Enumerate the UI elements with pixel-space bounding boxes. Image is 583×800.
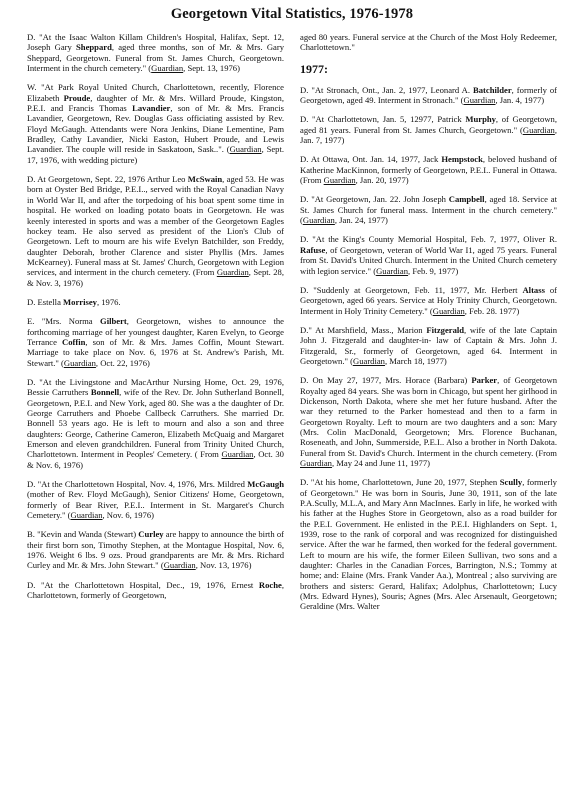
entry-text: , Sept. 28, & Nov. 3, 1976) — [27, 267, 284, 288]
vital-record-entry — [27, 580, 284, 601]
source-name: Guardian — [432, 305, 465, 316]
surname: Curley — [138, 529, 164, 540]
vital-record-entry — [27, 82, 284, 165]
vital-record-entry — [300, 154, 557, 185]
entry-text: , Sept. 13, 1976) — [183, 63, 240, 74]
entry-text: , Jan. 7, 1977) — [300, 124, 557, 146]
source-name: Guardian — [353, 355, 385, 366]
source-name: Guardian — [63, 357, 96, 368]
entry-text: , 1976. — [96, 296, 121, 307]
surname: Scully — [499, 477, 523, 488]
columns — [27, 32, 557, 621]
source-name: Guardian — [376, 265, 409, 276]
source-name: Guardian — [522, 124, 555, 135]
entry-text: D. "Suddenly at Georgetown, Feb. 11, 1977, Mr. Herbert — [300, 284, 523, 295]
source-name: Guardian — [323, 175, 356, 186]
entry-text: , formerly of Georgetown, aged 49. Interment in Stronach." ( — [300, 84, 557, 106]
right-column — [300, 32, 557, 621]
entry-text: , March 18, 1977) — [384, 355, 447, 366]
entry-text: , Feb. 28. 1977) — [464, 305, 520, 316]
source-name: Guardian — [302, 215, 335, 226]
surname: Morrisey — [63, 296, 97, 307]
entry-text: , Jan. 20, 1977) — [355, 175, 409, 186]
surname: Bonnell — [90, 387, 120, 398]
entry-text: , son of Mr. & Mrs. Francis Lavandier, Georgetown, Rev. Douglas Gass officiating assisted by Rev. Floyd McGaugh. Attendants were Nora Jenkins, Diane Lementine, Pam Bradley, Cathy Lavandier, Nicki Easton, Hubert Proude, and Lewis Lavandier. The couple will reside in Saskatoon, Sask..". ( — [27, 103, 285, 155]
year-heading: 1977: — [300, 61, 328, 76]
entry-text: B. "Kevin and Wanda (Stewart) — [27, 529, 139, 540]
surname: Roche — [258, 579, 282, 590]
vital-record-entry — [300, 114, 557, 145]
vital-record-entry — [27, 174, 284, 288]
entry-text: D. "At his home, Charlottetown, June 20, 1977, Stephen — [300, 477, 500, 488]
source-name: Guardian — [229, 144, 262, 155]
vital-record-entry — [27, 316, 284, 368]
entry-text: , aged 53. He was born at Oyster Bed Bridge, P.E.I.., served with the Royal Canadian Navy in World War II, and after the torpedoing of his boat spent some time in hospital. He worked on loading potato boats in Georgetown. He was keenly interested in sports and was a member of the Georgetown Eagles hockey team. He also served as president of the Lion's Club of Georgetown. Left to mourn are his wife Evelyn Batchilder, son Freddy, daughter Deborah, brother Clarence and sister Phyllis (Mrs. James McKearney). Funeral mass at St. James' Church, Georgetown with Legion services, and interment in the church cemetery. (From — [27, 174, 284, 278]
source-name: Guardian — [216, 267, 249, 278]
entry-text: , daughter of Mr. & Mrs. Willard Proude, Kingston, P.E.I. and Francis Thomas — [27, 92, 284, 114]
entry-text: D. At Georgetown, Sept. 22, 1976 Arthur Leo — [27, 174, 188, 185]
source-name: Guardian — [463, 95, 496, 106]
vital-record-entry — [27, 529, 284, 570]
entry-text: D. "At the King's County Memorial Hospital, Feb. 7, 1977, Oliver R. — [300, 234, 557, 245]
entry-text: , beloved husband of Katherine MacKinnon, formerly of Georgetown, P.E.I.. Funeral in Ottawa. (From — [300, 154, 557, 186]
entry-text: , Nov. 6, 1976) — [102, 510, 154, 521]
surname: Gilbert — [100, 316, 127, 327]
entry-text: , of Georgetown, veteran of World War I1, aged 75 years. Funeral from St. David's United Church. Interment in the United Church cemetery with legion service." ( — [300, 244, 557, 276]
surname: Fitzgerald — [426, 324, 465, 335]
entry-text: D. On May 27, 1977, Mrs. Horace (Barbara) — [300, 375, 472, 386]
entry-text: D. Estella — [27, 296, 64, 307]
surname: McSwain — [187, 174, 223, 185]
vital-record-entry — [27, 32, 284, 73]
entry-text: D. "At Stronach, Ont., Jan. 2, 1977, Leonard A. — [300, 84, 473, 95]
entry-text: of Georgetown, aged 66 years. Service at Holy Trinity Church, Georgetown. Interment in Holy Trinity Cemetery." ( — [300, 284, 557, 316]
entry-text: , wife of the late Captain John J. Fitzgerald and daughter-in- law of Captain & Mrs. John J. Fitzgerald, Sr., formerly of Georgetown, aged 64. Interment in Georgetown." ( — [300, 324, 557, 366]
surname: Lavandier — [132, 103, 171, 114]
vital-record-entry — [300, 477, 557, 611]
surname: McGaugh — [247, 479, 284, 490]
entry-text: , Georgetown, wishes to announce the forthcoming marriage of her youngest daughter, Karen Evelyn, to George Terrance — [27, 316, 284, 347]
vital-record-entry — [27, 297, 284, 307]
vital-record-entry — [300, 375, 557, 468]
entry-text: , of Georgetown Royalty aged 84 years. She was born in Chicago, but spent her girlhood in Dickenson, North Dakota, where she met her future husband. After the war they returned to the Parker homestead and then to a farm in Georgetown Royalty. Left to mourn are two daughters and a son: Mary (Mrs. Colin MacDonald, Georgetown; Mrs. Florence Buchanan, Roseneath, and John, Summerside, P.E.I.. Also a brother in North Dakota. Funeral from St. David's Church. Interment in the church cemetery. (From — [300, 375, 557, 458]
left-column — [27, 32, 284, 621]
entry-text: , formerly of Georgetown." He was born in Souris, June 30, 1911, son of the late P.A.Scully, M.L.A, and Mary Ann MacInnes. Early in life, he worked with his father at the Hughes Store in Georgetown, also as a road builder for the P.E.I. Government. He enlisted in the P.E.I. Highlanders on Sept. 1, 1939, rose to the rank of corporal and was recognized for distinguished service. After the war he farmed, then worked for the federal government. Left to mourn are his wife, the former Eileen Sullivan, two sons and a daughter: Charles in the Canadian Forces, Barrington, N.S.; Tommy at home; and: Elaine (Mrs. Frank Vander Aa.), Montreal ; also surviving are brothers and sisters: Gerard, Halifax; Adolphus, Charlottetown; Lucy (Mrs. Edward Hynes), Souris; Agnes (Mrs. Alec Arsenault, Georgetown; Geraldine (Mrs. Walter — [300, 477, 557, 612]
entry-text: are happy to announce the birth of their first born son, Timothy Stephen, at the Montague Hospital, Nov. 6, 1976. Weight 6 lbs. 9 ozs. Proud grandparents are Mr. & Mrs. Richard Curley and Mr. & Mrs. John Stewart." ( — [27, 529, 284, 571]
entry-text: , Oct. 30 & Nov. 6, 1976) — [27, 449, 284, 470]
vital-record-entry — [300, 234, 557, 275]
surname: Batchilder — [473, 84, 512, 95]
entry-text: aged 80 years. Funeral service at the Church of the Most Holy Redeemer, Charlottetown." — [300, 32, 557, 53]
vital-record-entry — [300, 85, 557, 106]
vital-record-entry — [27, 479, 284, 520]
entry-text: D. "At the Livingstone and MacArthur Nursing Home, Oct. 29, 1976, Bessie Carruthers — [27, 376, 284, 398]
entry-text: , son of Mr. & Mrs. James Coffin, Mount Stewart. Marriage to take place on Nov. 6, 1976 at St. Andrew's Parish, Mt. Stewart." ( — [27, 336, 284, 368]
entry-text: , Charlottetown, formerly of Georgetown, — [27, 579, 284, 601]
entry-text: D. "At the Charlottetown Hospital, Dec., 19, 1976, Ernest — [27, 579, 259, 590]
entry-text: , Jan. 4, 1977) — [495, 95, 545, 106]
entry-text: , wife of the Rev. Dr. John Sutherland Bonnell, Georgetown, P.E.I. and New York, aged 80. She was a the daughter of Dr. George Carruthers and Phoebe Callbeck Carruthers. She married Dr. Bonnell 53 years ago. He is left to mourn and also a son and three daughters: George, Catherine Cameron, Elizabeth McQuaig and Margaret Emerson and eleven grandchildren. Funeral from Trinity United Church, Charlottetown. Interment in Peoples' Cemetery. ( From — [27, 387, 284, 460]
entry-text: , Sept. 17, 1976, with wedding picture) — [27, 144, 284, 165]
entry-text: , Nov. 13, 1976) — [195, 560, 252, 571]
entry-text: D. At Ottawa, Ont. Jan. 14, 1977, Jack — [300, 154, 442, 165]
surname: Campbell — [448, 194, 485, 205]
entry-text: , Oct. 22, 1976) — [95, 357, 150, 368]
entry-text: D." At Marshfield, Mass., Marion — [300, 324, 427, 335]
surname: Murphy — [465, 114, 496, 125]
surname: Hempstock — [441, 154, 483, 165]
entry-text: D. "At the Charlottetown Hospital, Nov. 4, 1976, Mrs. Mildred — [27, 479, 248, 490]
entry-text: , Jan. 24, 1977) — [334, 215, 388, 226]
surname: Coffin — [62, 336, 86, 347]
source-name: Guardian — [163, 560, 196, 571]
entry-text: D. "At Georgetown, Jan. 22. John Joseph — [300, 194, 449, 205]
entry-text: W. "At Park Royal United Church, Charlottetown, recently, Florence Elizabeth — [27, 82, 284, 103]
surname: Proude — [63, 92, 91, 103]
entry-text: , of Georgetown, aged 81 years. Funeral from St. James Church, Georgetown." ( — [300, 114, 558, 135]
entry-text: (mother of Rev. Floyd McGaugh), Senior Citizens' Home, Georgetown, formerly of Bear River, P.E.I.. Interment in St. Margaret's Church Cemetery." ( — [27, 489, 284, 521]
entry-text: , Feb. 9, 1977) — [408, 265, 459, 276]
surname: Parker — [471, 375, 498, 386]
right-column-entries — [300, 85, 557, 612]
vital-record-entry — [300, 285, 557, 316]
source-name: Guardian — [70, 510, 103, 521]
surname: Sheppard — [76, 42, 112, 53]
source-name: Guardian — [300, 458, 332, 468]
entry-text: , aged 18. Service at St. James Church for funeral mass. Interment in the church cemetery." ( — [300, 194, 557, 226]
source-name: Guardian — [221, 449, 254, 460]
surname: Rafuse — [300, 244, 326, 255]
vital-record-entry — [300, 32, 557, 53]
page-title: Georgetown Vital Statistics, 1976-1978 — [170, 6, 414, 22]
source-name: Guardian — [151, 63, 184, 74]
vital-record-entry — [300, 325, 557, 366]
entry-text: D. "At the Isaac Walton Killam Children's Hospital, Halifax, Sept. 12, Joseph Gary — [27, 32, 284, 53]
entry-text: E. "Mrs. Norma — [27, 316, 101, 327]
surname: Altass — [522, 284, 545, 295]
entry-text: , May 24 and June 11, 1977) — [331, 458, 431, 468]
entry-text: , aged three months, son of Mr. & Mrs. Gary Sheppard, Georgetown. Funeral from St. James Church, Georgetown. Interment in the church cemetery." ( — [27, 42, 284, 74]
vital-record-entry — [27, 377, 284, 470]
vital-record-entry — [300, 194, 557, 225]
right-column-continuation — [300, 32, 557, 53]
entry-text: D. "At Charlottetown, Jan. 5, 12977, Patrick — [300, 114, 466, 125]
